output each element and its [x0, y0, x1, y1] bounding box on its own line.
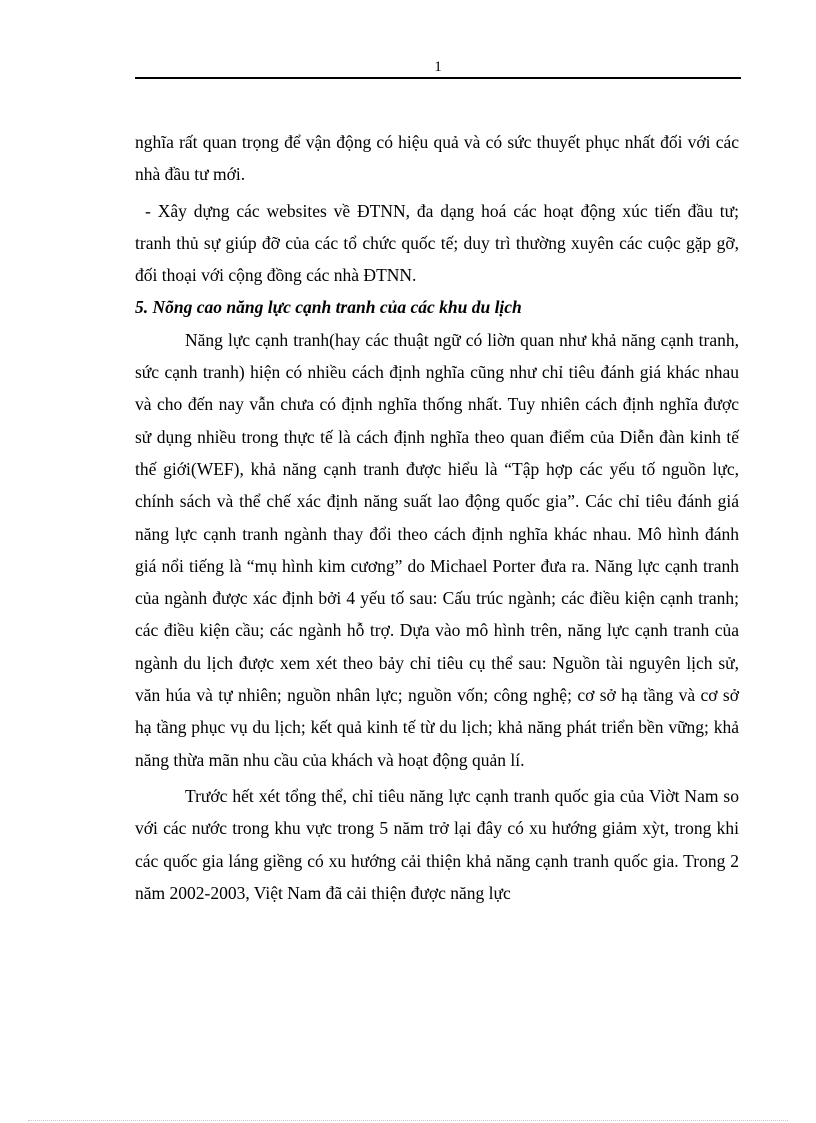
- page-number: 1: [434, 59, 442, 75]
- paragraph-bullet-websites: - Xây dựng các websites về ĐTNN, đa dạng hoá các hoạt động xúc tiến đầu tư; tranh thủ sự giúp đỡ của các tổ chức quốc tế; duy trì thường xuyên các cuộc gặp gỡ, đối thoại với cộng đồng các nhà ĐTNN.: [135, 200, 739, 286]
- document-body: [135, 126, 739, 909]
- section-heading: 5. Nõng cao năng lực cạnh tranh của các khu du lịch: [135, 297, 522, 318]
- paragraph-national-index: Trước hết xét tổng thể, chỉ tiêu năng lực cạnh tranh quốc gia của Viờt Nam so với các nước trong khu vực trong 5 năm trở lại đây có xu hướng giảm xỳt, trong khi các quốc gia láng giềng có xu hướng cải thiện khả năng cạnh tranh quốc gia. Trong 2 năm 2002-2003, Việt Nam đã cải thiện được năng lực: [135, 785, 739, 903]
- paragraph-continuation: nghĩa rất quan trọng để vận động có hiệu quả và có sức thuyết phục nhất đối với các nhà đầu tư mới.: [135, 132, 739, 185]
- paragraph-competitiveness: Năng lực cạnh tranh(hay các thuật ngữ có liờn quan như khả năng cạnh tranh, sức cạnh tranh) hiện có nhiều cách định nghĩa cũng như chỉ tiêu đánh giá khác nhau và cho đến nay vẫn chưa có định nghĩa thống nhất. Tuy nhiên cách định nghĩa được sử dụng nhiều trong thực tế là cách định nghĩa theo quan điểm của Diễn đàn kinh tế thế giới(WEF), khả năng cạnh tranh được hiểu là “Tập hợp các yếu tố nguồn lực, chính sách và thể chế xác định năng suất lao động quốc gia”. Các chỉ tiêu đánh giá năng lực cạnh tranh ngành thay đổi theo cách định nghĩa khác nhau. Mô hình đánh giá nổi tiếng là “mụ hình kim cương” do Michael Porter đưa ra. Năng lực cạnh tranh của ngành được xác định bởi 4 yếu tố sau: Cấu trúc ngành; các điều kiện cạnh tranh; các điều kiện cầu; các ngành hỗ trợ. Dựa vào mô hình trên, năng lực cạnh tranh của ngành du lịch được xem xét theo bảy chỉ tiêu cụ thể sau: Nguồn tài nguyên lịch sử, văn húa và tự nhiên; nguồn nhân lực; nguồn vốn; công nghệ; cơ sở hạ tầng và cơ sở hạ tầng phục vụ du lịch; kết quả kinh tế từ du lịch; khả năng phát triển bền vững; khả năng thừa mãn nhu cầu của khách và hoạt động quản lí.: [135, 329, 739, 770]
- header-rule: [135, 77, 741, 79]
- page-bottom-rule: [28, 1120, 788, 1121]
